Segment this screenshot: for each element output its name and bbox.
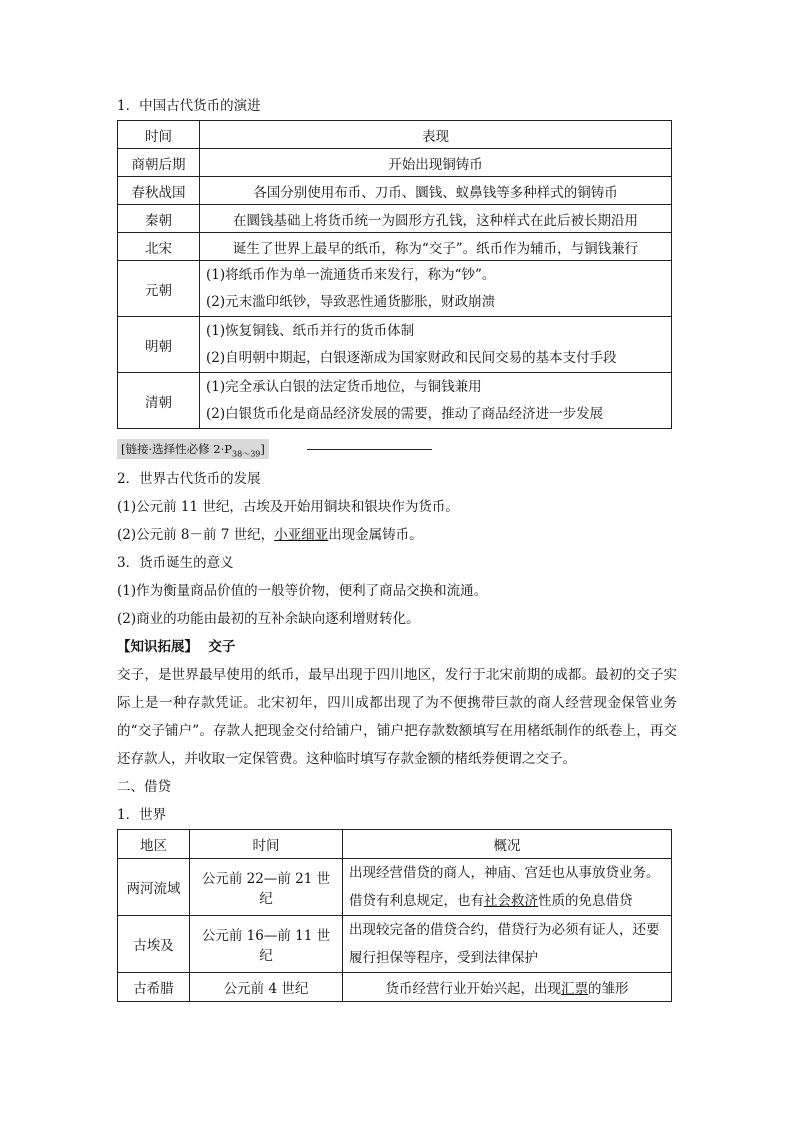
row-period: 元朝 [118,261,200,317]
link-prefix: [链接·选择性必修 2·P [121,442,233,456]
row-region: 两河流域 [118,859,190,916]
overview-text: 货币经营行业开始兴起，出现 [385,981,561,997]
textbook-link [117,439,677,465]
table-row [118,916,672,973]
part2-heading: 二、借贷 [117,779,171,795]
item-text: (1)公元前 11 世纪，古埃及开始用铜块和银块作为货币。 [117,499,459,515]
overview-line: 出现较完备的借贷合约，借贷行为必须有证人，还要 [349,922,660,938]
section2-heading: 2．世界古代货币的发展 [117,471,261,487]
overview-underlined: 汇票 [561,981,588,997]
knowledge-heading [117,633,677,661]
table-row [118,205,672,233]
knowledge-title: 交子 [208,639,236,655]
row-description [200,317,672,373]
link-rule [307,449,432,450]
header-time: 时间 [190,830,343,859]
row-period: 商朝后期 [118,149,200,177]
row-description: 诞生了世界上最早的纸币，称为“交子”。纸币作为辅币，与铜钱兼行 [200,233,672,261]
knowledge-tag: 【知识拓展】 [117,639,198,655]
header-period: 时间 [118,121,200,149]
table-row [118,177,672,205]
part2-subheading: 1．世界 [117,807,167,823]
row-overview [343,859,672,916]
description-line: (1)完全承认白银的法定货币地位，与铜钱兼用 [206,378,482,395]
table-row [118,261,672,317]
link-pages: 38～39 [232,449,261,459]
description-line: (1)恢复铜钱、纸币并行的货币体制 [206,322,415,339]
description-line: (2)白银货币化是商品经济发展的需要，推动了商品经济进一步发展 [206,405,604,422]
row-time: 公元前 22—前 21 世纪 [190,859,343,916]
overview-line [349,887,665,915]
table-row [118,859,672,916]
row-time: 公元前 16—前 11 世纪 [190,916,343,973]
overview-line: 出现经营借贷的商人，神庙、宫廷也从事放贷业务。 [349,865,660,881]
row-period: 秦朝 [118,205,200,233]
section1-heading: 1．中国古代货币的演进 [117,98,261,114]
row-period: 明朝 [118,317,200,373]
item-text: 出现金属铸币。 [328,527,423,543]
description-line: (2)元末滥印纸钞，导致恶性通货膨胀，财政崩溃 [206,293,496,310]
description-line: (1)将纸币作为单一流通货币来发行，称为“钞”。 [206,266,496,283]
row-time: 公元前 4 世纪 [190,973,343,1002]
row-region: 古埃及 [118,916,190,973]
table-row [118,149,672,177]
row-description [200,373,672,429]
overview-text: 借贷有利息规定，也有 [349,893,484,909]
currency-evolution-table [117,120,672,429]
table-row [118,973,672,1002]
list-item: (1)作为衡量商品价值的一般等价物，便利了商品交换和流通。 [117,583,488,599]
row-description: 在圜钱基础上将货币统一为圆形方孔钱，这种样式在此后被长期沿用 [200,205,672,233]
list-item: (2)商业的功能由最初的互补余缺向逐利增财转化。 [117,611,420,627]
overview-underlined: 社会救济 [484,893,538,909]
list-item [117,521,677,549]
row-overview [343,973,672,1002]
knowledge-body: 交子，是世界最早使用的纸币，最早出现于四川地区，发行于北宋前期的成都。最初的交子实际上是一种存款凭证。北宋初年，四川成都出现了为不便携带巨款的商人经营现金保管业务的“交子铺户”。存款人把现金交付给铺户，铺户把存款数额填写在用楮纸制作的纸卷上，再交还存款人，并收取一定保管费。这种临时填写存款金额的楮纸券便谓之交子。 [117,667,677,767]
row-description: 各国分别使用布币、刀币、圜钱、蚁鼻钱等多种样式的铜铸币 [200,177,672,205]
row-period: 北宋 [118,233,200,261]
link-tag [117,439,269,459]
section3-heading: 3．货币诞生的意义 [117,555,234,571]
overview-line: 履行担保等程序，受到法律保护 [349,950,538,966]
row-region: 古希腊 [118,973,190,1002]
header-description: 表现 [200,121,672,149]
row-period: 春秋战国 [118,177,200,205]
overview-text: 的雏形 [588,981,629,997]
header-overview: 概况 [343,830,672,859]
table-row [118,317,672,373]
table-row [118,373,672,429]
table-header-row [118,830,672,859]
row-description [200,261,672,317]
table-row [118,233,672,261]
item-underlined: 小亚细亚 [274,527,329,543]
overview-text: 性质的免息借贷 [538,893,633,909]
header-region: 地区 [118,830,190,859]
table-header-row [118,121,672,149]
document-page [117,92,677,1002]
row-overview [343,916,672,973]
link-suffix: ] [260,442,265,456]
item-text: (2)公元前 8－前 7 世纪， [117,527,275,543]
row-description: 开始出现铜铸币 [200,149,672,177]
lending-table [117,829,672,1002]
row-period: 清朝 [118,373,200,429]
list-item [117,493,677,521]
description-line: (2)自明朝中期起，白银逐渐成为国家财政和民间交易的基本支付手段 [206,349,617,366]
